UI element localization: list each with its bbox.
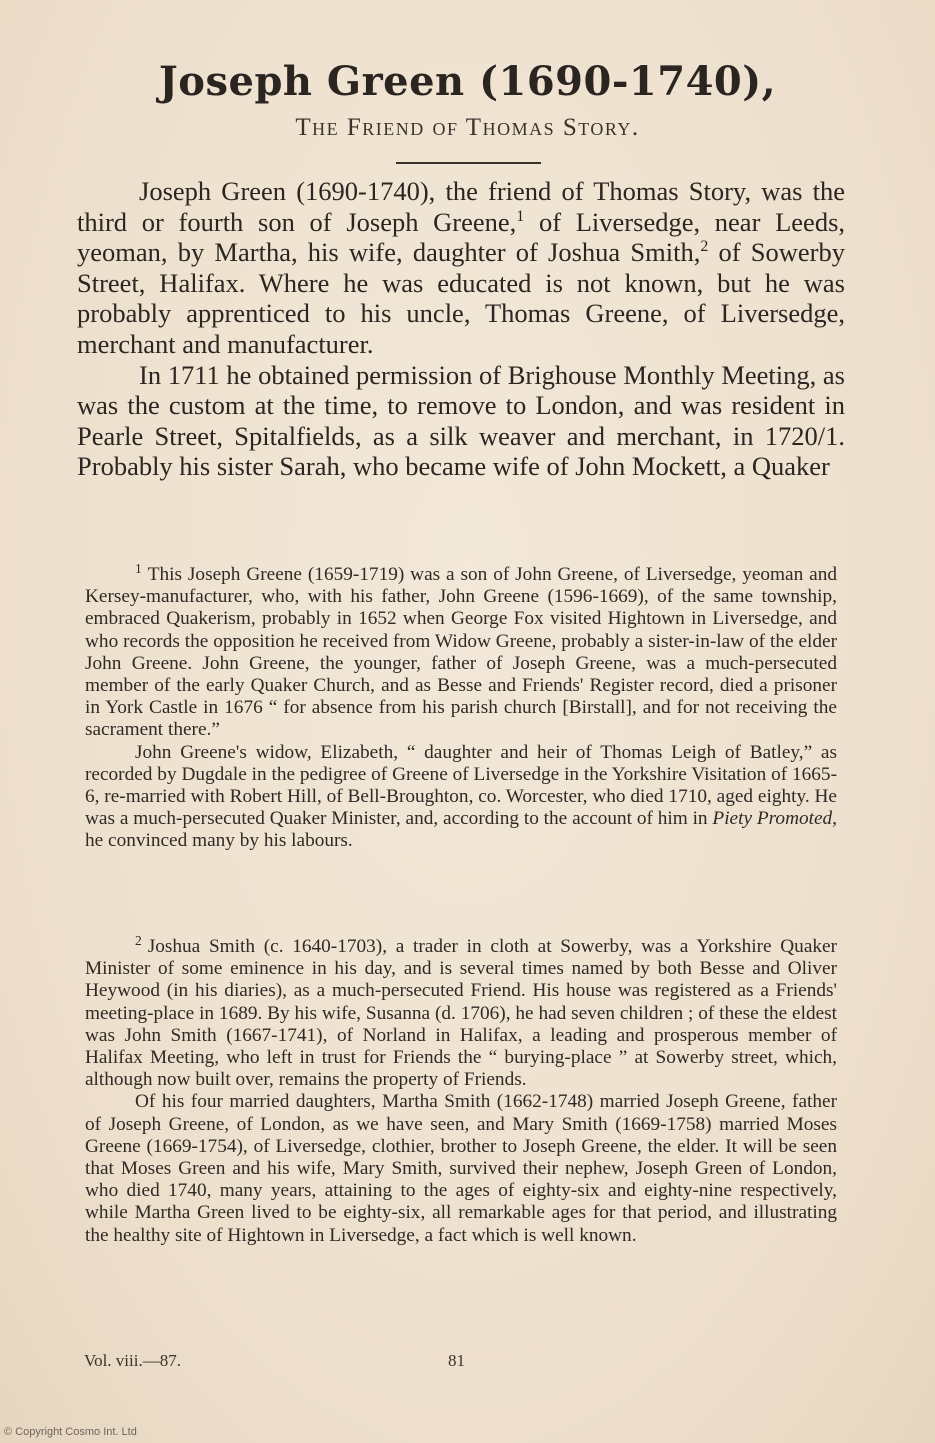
footnote-1 bbox=[85, 560, 838, 853]
body-paragraph-2: In 1711 he obtained permission of Brighouse Monthly Meeting, as was the custom at the time, to remove to London, and was resident in Pearle Street, Spitalfields, as a silk weaver and merchant, in 1720/1. Probably his sister Sarah, who became wife of John Mockett, a Quaker bbox=[77, 359, 845, 482]
footnote-ref-2: 2 bbox=[700, 238, 709, 256]
body-p1-part-b: of Liversedge, near Leeds, yeoman, by Martha, his wife, daughter of Joshua Smith, bbox=[77, 206, 846, 268]
footnote-1-p2-part-b: he convinced many by his labours. bbox=[85, 830, 353, 852]
footnote-1-paragraph-2 bbox=[85, 742, 837, 853]
body-p1-part-a: Joseph Green (1690-1740), the friend of Thomas Story, was the third or fourth son of Joseph Greene, bbox=[77, 176, 845, 237]
body-paragraph-1 bbox=[77, 176, 845, 360]
main-body bbox=[77, 176, 845, 482]
footnote-1-paragraph-1 bbox=[85, 560, 837, 742]
title-divider bbox=[396, 162, 541, 164]
footnote-1-text: This Joseph Greene (1659-1719) was a son of John Greene, of Liversedge, yeoman and Kersey-manufacturer, who, with his father, John Greene (1596-1669), of the same township, embraced Quakerism, probably in 1652 when George Fox visited Hightown in Liversedge, and who records the opposition he received from Widow Greene, probably a sister-in-law of the elder John Greene. John Greene, the younger, father of Joseph Greene, was a much-persecuted member of the early Quaker Church, and as Besse and Friends' Register record, died a prisoner in York Castle in 1676 “ for absence from his parish church [Birstall], and for not receiving the sacrament there.” bbox=[85, 564, 837, 741]
footnote-1-mark: 1 bbox=[135, 560, 142, 576]
volume-reference: Vol. viii.—87. bbox=[84, 1351, 181, 1370]
copyright-watermark: © Copyright Cosmo Int. Ltd bbox=[4, 1426, 137, 1438]
footnote-ref-1: 1 bbox=[516, 207, 525, 225]
footnote-2 bbox=[85, 932, 837, 1247]
footnote-2-mark: 2 bbox=[135, 932, 142, 948]
page-subtitle: The Friend of Thomas Story. bbox=[295, 114, 640, 141]
footnote-1-book-title: Piety Promoted, bbox=[712, 808, 838, 830]
page-title: Joseph Green (1690-1740), bbox=[158, 58, 777, 105]
footnote-2-paragraph-2: Of his four married daughters, Martha Smith (1662-1748) married Joseph Greene, father of Joseph Greene, of London, as we have seen, and Mary Smith (1669-1758) married Moses Greene (1669-1754), of Liversedge, clothier, brother to Joseph Greene, the elder. It will be seen that Moses Green and his wife, Mary Smith, survived their nephew, Joseph Green of London, who died 1740, many years, attaining to the ages of eighty-six and eighty-nine respectively, while Martha Green lived to be eighty-six, all remarkable ages for that period, and illustrating the healthy site of Hightown in Liversedge, a fact which is well known. bbox=[85, 1091, 837, 1246]
body-p1-part-c: of Sowerby Street, Halifax. Where he was educated is not known, but he was probably apprenticed to his uncle, Thomas Greene, of Liversedge, merchant and manufacturer. bbox=[77, 237, 845, 359]
page-number: 81 bbox=[448, 1351, 465, 1370]
footnote-1-p2-part-a: John Greene's widow, Elizabeth, “ daughter and heir of Thomas Leigh of Batley,” as recorded by Dugdale in the pedigree of Greene of Liversedge in the Yorkshire Visitation of 1665-6, re-married with Robert Hill, of Bell-Broughton, co. Worcester, who died 1710, aged eighty. He was a much-persecuted Quaker Minister, and, according to the account of him in bbox=[85, 741, 837, 830]
footnote-2-text: Joshua Smith (c. 1640-1703), a trader in cloth at Sowerby, was a Yorkshire Quaker Minister of some eminence in his day, and is several times named by both Besse and Oliver Heywood (in his diaries), as a much-persecuted Friend. His house was registered as a Friends' meeting-place in 1689. By his wife, Susanna (d. 1706), he had seven children ; of these the eldest was John Smith (1667-1741), of Norland in Halifax, a leading and prosperous member of Halifax Meeting, who left in trust for Friends the “ burying-place ” at Sowerby street, which, although now built over, remains the property of Friends. bbox=[85, 936, 837, 1091]
footnote-2-paragraph-1 bbox=[85, 932, 837, 1091]
